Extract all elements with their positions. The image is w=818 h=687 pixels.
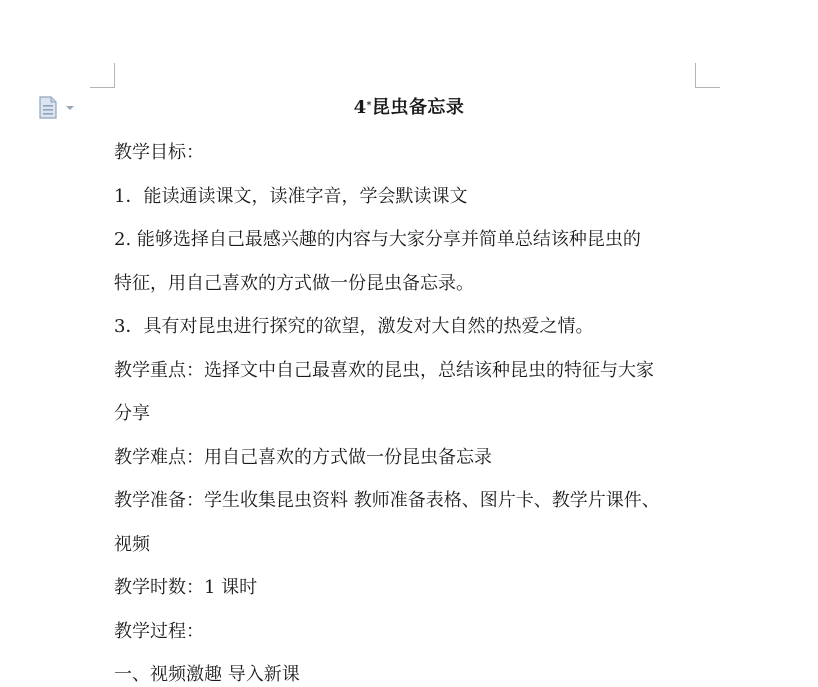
paragraph: 3．具有对昆虫进行探究的欲望，激发对大自然的热爱之情。	[114, 316, 594, 337]
paragraph: 教学时数：1 课时	[114, 577, 258, 598]
title-text: 昆虫备忘录	[371, 97, 465, 118]
paragraph: 教学难点：用自己喜欢的方式做一份昆虫备忘录	[114, 446, 492, 468]
title-mark: *	[366, 101, 372, 111]
paragraph: 教学目标：	[114, 142, 204, 163]
margin-corner-top-right	[695, 63, 720, 88]
margin-corner-top-left	[90, 63, 115, 88]
paragraph: 教学过程：	[114, 620, 204, 642]
paragraph: 教学准备：学生收集昆虫资料 教师准备表格、图片卡、教学片课件、	[114, 490, 660, 511]
paragraph: 特征，用自己喜欢的方式做一份昆虫备忘录。	[114, 272, 474, 294]
paragraph: 1．能读通读课文，读准字音，学会默读课文	[114, 185, 468, 207]
paragraph: 2. 能够选择自己最感兴趣的内容与大家分享并简单总结该种昆虫的	[114, 229, 641, 250]
paragraph: 分享	[114, 403, 150, 424]
title-number: 4	[353, 97, 367, 118]
document-body	[114, 131, 704, 687]
paragraph: 教学重点：选择文中自己最喜欢的昆虫，总结该种昆虫的特征与大家	[114, 359, 654, 381]
paragraph: 视频	[114, 533, 150, 555]
paragraph: 一、视频激趣 导入新课	[114, 664, 300, 685]
document-title	[0, 96, 818, 120]
